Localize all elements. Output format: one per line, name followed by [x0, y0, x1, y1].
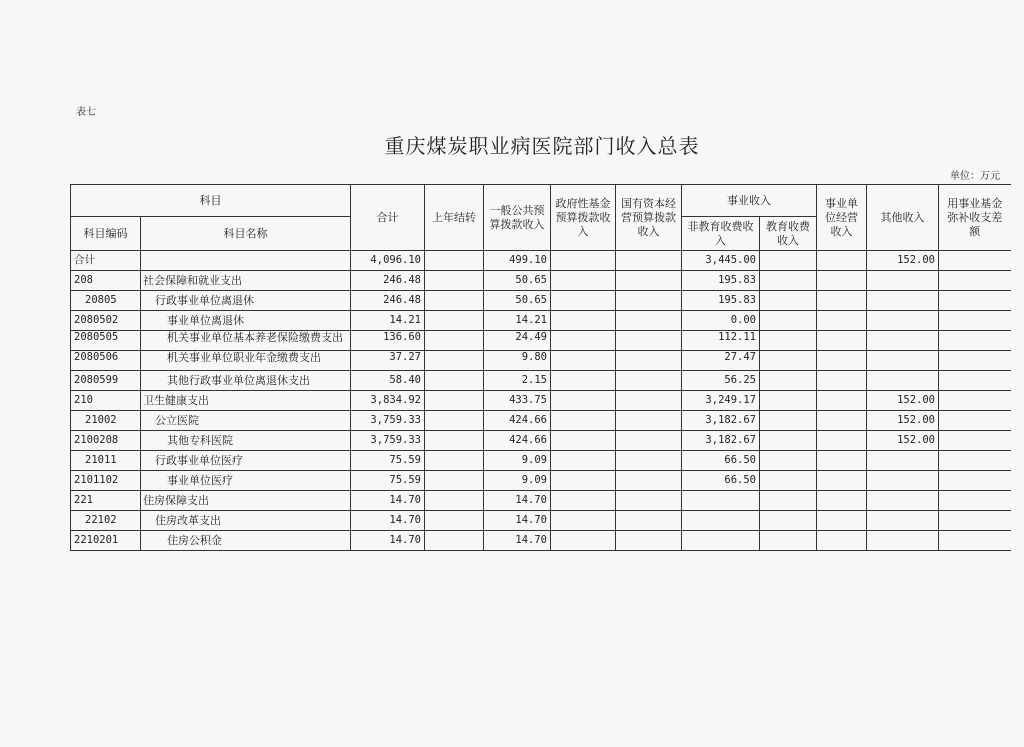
cell-operation	[817, 291, 867, 311]
cell-total: 75.59	[351, 451, 425, 471]
cell-general: 9.80	[484, 351, 551, 371]
cell-gov	[551, 511, 616, 531]
cell-non_edu: 112.11	[682, 331, 760, 351]
cell-other	[867, 351, 939, 371]
cell-general: 50.65	[484, 271, 551, 291]
table-number: 表七	[76, 107, 96, 118]
cell-total: 246.48	[351, 291, 425, 311]
cell-subject-name: 机关事业单位职业年金缴费支出	[141, 351, 351, 371]
cell-carryover	[425, 311, 484, 331]
cell-subject-code: 21011	[71, 451, 141, 471]
table-row	[71, 291, 1011, 311]
cell-gov	[551, 331, 616, 351]
cell-gov	[551, 371, 616, 391]
cell-other: 152.00	[867, 431, 939, 451]
cell-total: 14.70	[351, 531, 425, 551]
cell-subject-code: 合计	[71, 251, 141, 271]
cell-other	[867, 331, 939, 351]
cell-edu	[760, 291, 817, 311]
table-row	[71, 331, 1011, 351]
cell-subject-code: 20805	[71, 291, 141, 311]
cell-edu	[760, 491, 817, 511]
cell-operation	[817, 411, 867, 431]
cell-general: 9.09	[484, 471, 551, 491]
cell-gov	[551, 451, 616, 471]
cell-general: 50.65	[484, 291, 551, 311]
cell-fund	[939, 471, 1011, 491]
cell-carryover	[425, 371, 484, 391]
cell-subject-name: 卫生健康支出	[141, 391, 351, 411]
cell-other	[867, 311, 939, 331]
cell-carryover	[425, 351, 484, 371]
cell-gov	[551, 391, 616, 411]
cell-fund	[939, 391, 1011, 411]
cell-operation	[817, 311, 867, 331]
cell-fund	[939, 511, 1011, 531]
cell-subject-name: 住房公积金	[141, 531, 351, 551]
cell-general: 14.70	[484, 511, 551, 531]
cell-fund	[939, 531, 1011, 551]
table-row	[71, 311, 1011, 331]
cell-state	[616, 251, 682, 271]
table-row	[71, 491, 1011, 511]
cell-carryover	[425, 271, 484, 291]
cell-subject-code: 2080506	[71, 351, 141, 371]
cell-edu	[760, 531, 817, 551]
cell-operation	[817, 351, 867, 371]
cell-fund	[939, 251, 1011, 271]
header-non-edu-fee: 非教育收费收入	[682, 217, 760, 251]
cell-subject-name: 住房保障支出	[141, 491, 351, 511]
page-title: 重庆煤炭职业病医院部门收入总表	[384, 134, 700, 158]
cell-fund	[939, 271, 1011, 291]
cell-fund	[939, 451, 1011, 471]
cell-non_edu: 27.47	[682, 351, 760, 371]
header-other-income: 其他收入	[867, 185, 939, 251]
cell-non_edu: 3,445.00	[682, 251, 760, 271]
cell-operation	[817, 511, 867, 531]
header-general-budget: 一般公共预算拨款收入	[484, 185, 551, 251]
cell-state	[616, 331, 682, 351]
cell-subject-code: 2100208	[71, 431, 141, 451]
cell-other	[867, 451, 939, 471]
header-edu-fee: 教育收费收入	[760, 217, 817, 251]
cell-general: 433.75	[484, 391, 551, 411]
cell-carryover	[425, 291, 484, 311]
cell-subject-code: 208	[71, 271, 141, 291]
cell-other	[867, 371, 939, 391]
header-subject-name: 科目名称	[141, 217, 351, 251]
unit-label: 单位：万元	[950, 171, 1000, 182]
cell-total: 14.70	[351, 511, 425, 531]
cell-other: 152.00	[867, 391, 939, 411]
cell-total: 14.21	[351, 311, 425, 331]
cell-total: 136.60	[351, 331, 425, 351]
cell-subject-name: 事业单位离退休	[141, 311, 351, 331]
cell-other	[867, 291, 939, 311]
cell-general: 14.21	[484, 311, 551, 331]
cell-subject-name: 事业单位医疗	[141, 471, 351, 491]
cell-non_edu: 3,182.67	[682, 431, 760, 451]
cell-edu	[760, 471, 817, 491]
cell-fund	[939, 351, 1011, 371]
cell-total: 246.48	[351, 271, 425, 291]
cell-subject-name: 公立医院	[141, 411, 351, 431]
cell-other	[867, 491, 939, 511]
cell-general: 14.70	[484, 531, 551, 551]
header-gov-fund: 政府性基金预算拨款收入	[551, 185, 616, 251]
cell-general: 424.66	[484, 431, 551, 451]
cell-total: 3,834.92	[351, 391, 425, 411]
cell-total: 3,759.33	[351, 431, 425, 451]
cell-general: 2.15	[484, 371, 551, 391]
cell-other: 152.00	[867, 411, 939, 431]
table-row	[71, 371, 1011, 391]
cell-carryover	[425, 451, 484, 471]
cell-edu	[760, 331, 817, 351]
cell-fund	[939, 331, 1011, 351]
cell-carryover	[425, 431, 484, 451]
cell-subject-code: 21002	[71, 411, 141, 431]
cell-operation	[817, 471, 867, 491]
cell-subject-name: 其他行政事业单位离退休支出	[141, 371, 351, 391]
cell-state	[616, 291, 682, 311]
table-body	[71, 251, 1011, 551]
cell-other: 152.00	[867, 251, 939, 271]
header-unit-operation: 事业单位经营收入	[817, 185, 867, 251]
cell-operation	[817, 491, 867, 511]
cell-non_edu	[682, 511, 760, 531]
cell-state	[616, 411, 682, 431]
cell-gov	[551, 251, 616, 271]
header-business-income: 事业收入	[682, 185, 817, 217]
cell-carryover	[425, 511, 484, 531]
cell-edu	[760, 251, 817, 271]
cell-gov	[551, 491, 616, 511]
cell-state	[616, 431, 682, 451]
cell-non_edu	[682, 491, 760, 511]
cell-state	[616, 531, 682, 551]
cell-carryover	[425, 391, 484, 411]
header-subject: 科目	[71, 185, 351, 217]
cell-state	[616, 371, 682, 391]
header-subject-code: 科目编码	[71, 217, 141, 251]
cell-carryover	[425, 251, 484, 271]
cell-general: 499.10	[484, 251, 551, 271]
cell-subject-name: 住房改革支出	[141, 511, 351, 531]
cell-fund	[939, 291, 1011, 311]
cell-non_edu: 0.00	[682, 311, 760, 331]
cell-carryover	[425, 531, 484, 551]
cell-edu	[760, 351, 817, 371]
cell-fund	[939, 411, 1011, 431]
cell-total: 4,096.10	[351, 251, 425, 271]
table-header	[71, 185, 1011, 251]
cell-fund	[939, 431, 1011, 451]
cell-operation	[817, 391, 867, 411]
cell-fund	[939, 311, 1011, 331]
cell-gov	[551, 531, 616, 551]
cell-gov	[551, 271, 616, 291]
table-row	[71, 471, 1011, 491]
table-row	[71, 431, 1011, 451]
cell-operation	[817, 451, 867, 471]
cell-carryover	[425, 471, 484, 491]
cell-operation	[817, 271, 867, 291]
table-row	[71, 271, 1011, 291]
cell-other	[867, 271, 939, 291]
cell-general: 424.66	[484, 411, 551, 431]
cell-subject-code: 210	[71, 391, 141, 411]
cell-operation	[817, 251, 867, 271]
cell-edu	[760, 271, 817, 291]
cell-total: 3,759.33	[351, 411, 425, 431]
cell-subject-code: 2210201	[71, 531, 141, 551]
cell-carryover	[425, 491, 484, 511]
cell-subject-name: 其他专科医院	[141, 431, 351, 451]
cell-subject-name: 机关事业单位基本养老保险缴费支出	[141, 331, 351, 351]
cell-non_edu: 3,249.17	[682, 391, 760, 411]
cell-edu	[760, 451, 817, 471]
cell-fund	[939, 371, 1011, 391]
cell-gov	[551, 411, 616, 431]
cell-gov	[551, 471, 616, 491]
cell-edu	[760, 391, 817, 411]
cell-subject-code: 2080505	[71, 331, 141, 351]
table-row	[71, 391, 1011, 411]
cell-total: 37.27	[351, 351, 425, 371]
cell-operation	[817, 331, 867, 351]
cell-carryover	[425, 411, 484, 431]
cell-total: 14.70	[351, 491, 425, 511]
cell-subject-name: 行政事业单位医疗	[141, 451, 351, 471]
cell-carryover	[425, 331, 484, 351]
cell-gov	[551, 291, 616, 311]
cell-other	[867, 531, 939, 551]
cell-subject-name	[141, 251, 351, 271]
cell-state	[616, 491, 682, 511]
cell-general: 24.49	[484, 331, 551, 351]
cell-subject-code: 22102	[71, 511, 141, 531]
cell-general: 14.70	[484, 491, 551, 511]
cell-subject-code: 221	[71, 491, 141, 511]
cell-other	[867, 511, 939, 531]
cell-state	[616, 311, 682, 331]
header-carryover: 上年结转	[425, 185, 484, 251]
table-row	[71, 351, 1011, 371]
cell-edu	[760, 371, 817, 391]
cell-non_edu: 3,182.67	[682, 411, 760, 431]
cell-non_edu: 195.83	[682, 291, 760, 311]
cell-edu	[760, 311, 817, 331]
cell-state	[616, 271, 682, 291]
cell-non_edu: 66.50	[682, 451, 760, 471]
cell-operation	[817, 531, 867, 551]
cell-fund	[939, 491, 1011, 511]
cell-subject-name: 行政事业单位离退休	[141, 291, 351, 311]
cell-total: 58.40	[351, 371, 425, 391]
cell-edu	[760, 511, 817, 531]
table-row	[71, 511, 1011, 531]
cell-subject-code: 2101102	[71, 471, 141, 491]
cell-edu	[760, 411, 817, 431]
table-row	[71, 531, 1011, 551]
cell-total: 75.59	[351, 471, 425, 491]
cell-other	[867, 471, 939, 491]
header-fund-balance: 用事业基金弥补收支差额	[939, 185, 1011, 251]
header-state-capital: 国有资本经营预算拨款收入	[616, 185, 682, 251]
table-row	[71, 451, 1011, 471]
table-row	[71, 251, 1011, 271]
cell-state	[616, 391, 682, 411]
cell-non_edu	[682, 531, 760, 551]
cell-edu	[760, 431, 817, 451]
cell-general: 9.09	[484, 451, 551, 471]
cell-gov	[551, 351, 616, 371]
cell-state	[616, 511, 682, 531]
cell-gov	[551, 311, 616, 331]
cell-non_edu: 66.50	[682, 471, 760, 491]
cell-subject-code: 2080599	[71, 371, 141, 391]
cell-operation	[817, 371, 867, 391]
table-row	[71, 411, 1011, 431]
cell-subject-code: 2080502	[71, 311, 141, 331]
cell-operation	[817, 431, 867, 451]
cell-gov	[551, 431, 616, 451]
header-total: 合计	[351, 185, 425, 251]
cell-state	[616, 351, 682, 371]
cell-non_edu: 195.83	[682, 271, 760, 291]
cell-subject-name: 社会保障和就业支出	[141, 271, 351, 291]
cell-non_edu: 56.25	[682, 371, 760, 391]
cell-state	[616, 471, 682, 491]
cell-state	[616, 451, 682, 471]
income-summary-table	[70, 184, 1011, 551]
